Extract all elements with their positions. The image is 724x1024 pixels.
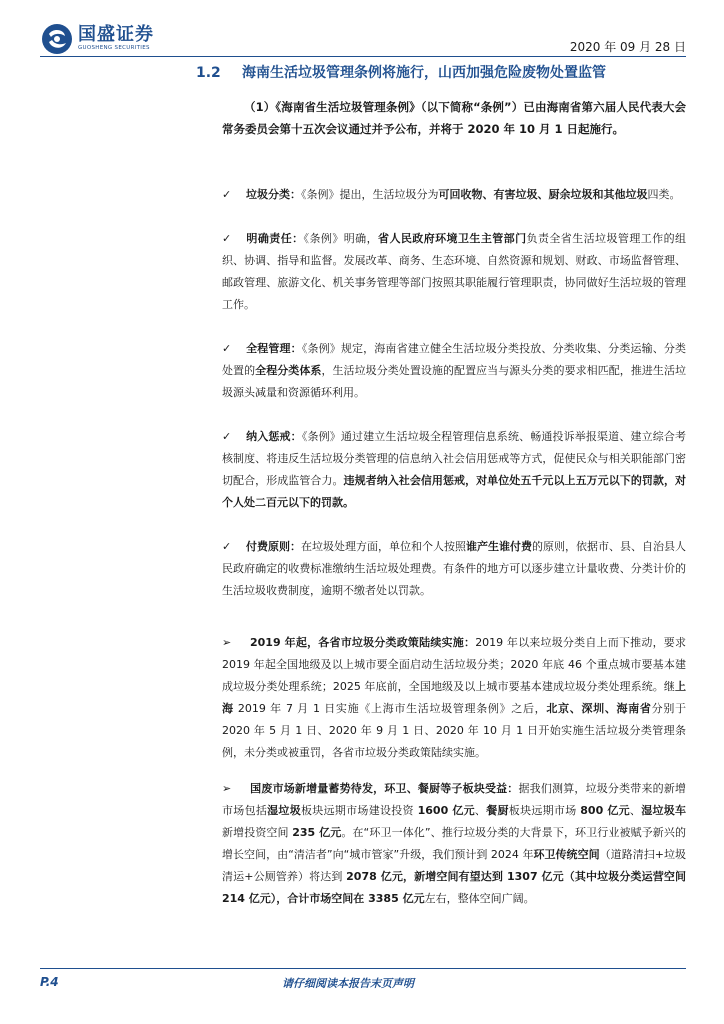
bullet-emphasis: 餐厨 xyxy=(486,804,509,817)
bullet-text: 板块远期市场 xyxy=(508,804,581,817)
checkmark-icon: ✓ xyxy=(222,540,232,553)
footer-disclaimer: 请仔细阅读本报告末页声明 xyxy=(282,977,414,990)
logo-chinese-name: 国盛证券 xyxy=(78,24,154,46)
bullet-text: （道路清扫+垃圾清运+公厕管养）将达到 xyxy=(222,848,687,883)
bullet-text: 。在“环卫一体化”、推行垃圾分类的大背景下，环卫行业被赋予新兴的增长空间，由“清洁者”向“城市管家”升级，我们预计到 2024 年 xyxy=(222,826,686,861)
item-text: ，生活垃圾分类处置设施的配置应当与源头分类的要求相匹配，推进生活垃圾源头减量和资源循环利用。 xyxy=(222,364,687,399)
section-title: 海南生活垃圾管理条例将施行，山西加强危险废物处置监管 xyxy=(242,65,606,81)
item-credit-penalty xyxy=(222,426,686,514)
item-emphasis: 违规者纳入社会信用惩戒，对单位处五千元以上五万元以下的罚款，对个人处二百元以下的罚款。 xyxy=(222,474,687,509)
bullet-label: 2019 年起，各省市垃圾分类政策陆续实施： xyxy=(250,636,476,649)
bullet-market-outlook xyxy=(222,778,686,910)
checkmark-icon: ✓ xyxy=(222,232,232,245)
item-payment-principle xyxy=(222,536,686,602)
item-clear-responsibility xyxy=(222,228,686,316)
bullet-text: 左右，整体空间广阔。 xyxy=(424,892,535,905)
item-label: 纳入惩戒： xyxy=(246,430,302,443)
section-heading xyxy=(196,62,606,82)
item-emphasis: 可回收物、有害垃圾、厨余垃圾和其他垃圾 xyxy=(438,188,648,201)
bullet-emphasis: 235 亿元 xyxy=(292,826,342,839)
bullet-emphasis: 1600 亿元 xyxy=(417,804,475,817)
header-divider xyxy=(40,56,686,57)
item-text: 的原则，依据市、县、自治县人民政府确定的收费标准缴纳生活垃圾处理费。有条件的地方可以逐步建立计量收费、分类计价的生活垃圾收费制度，逾期不缴者处以罚款。 xyxy=(222,540,686,597)
bullet-text: 、 xyxy=(474,804,487,817)
section-number: 1.2 xyxy=(196,65,221,81)
bullet-label: 国废市场新增量蓄势待发，环卫、餐厨等子板块受益： xyxy=(250,782,519,795)
footer-divider xyxy=(40,968,686,969)
item-text: 四类。 xyxy=(647,188,681,201)
report-body xyxy=(222,96,686,910)
page-number: P.4 xyxy=(40,975,59,989)
item-text: 《条例》通过建立生活垃圾全程管理信息系统、畅通投诉举报渠道、建立综合考核制度、将违反生活垃圾分类管理的信息纳入社会信用惩戒等方式，促使民众与相关职能部门密切配合，形成监管合力。 xyxy=(222,430,687,487)
bullet-emphasis: 2078 亿元，新增空间有望达到 1307 亿元（其中垃圾分类运营空间 214 亿元），合计市场空间在 3385 亿元 xyxy=(222,870,686,905)
item-emphasis: 谁产生谁付费 xyxy=(466,540,532,553)
intro-paragraph: （1）《海南省生活垃圾管理条例》（以下简称“条例”）已由海南省第六届人民代表大会常务委员会第十五次会议通过并予公布，并将于 2020 年 10 月 1 日起施行。 xyxy=(222,100,686,136)
bullet-emphasis: 湿垃圾车 xyxy=(641,804,687,817)
item-label: 垃圾分类： xyxy=(246,188,301,201)
item-full-process-management xyxy=(222,338,686,404)
item-text: 负责全省生活垃圾管理工作的组织、协调、指导和监督。发展改革、商务、生态环境、自然资源和规划、财政、市场监督管理、邮政管理、旅游文化、机关事务管理等部门按照其职能履行管理职责，协同做好生活垃圾的管理工作。 xyxy=(222,232,687,311)
bullet-text: 、 xyxy=(629,804,642,817)
bullet-text: 2019 年 7 月 1 日实施《上海市生活垃圾管理条例》之后， xyxy=(233,702,547,715)
bullet-text: 板块远期市场建设投资 xyxy=(301,804,418,817)
bullet-emphasis: 湿垃圾 xyxy=(267,804,301,817)
arrow-bullet-icon: ➢ xyxy=(222,782,232,795)
item-label: 全程管理： xyxy=(246,342,302,355)
item-text: 《条例》提出，生活垃圾分为 xyxy=(301,188,439,201)
bullet-emphasis: 800 亿元 xyxy=(580,804,630,817)
report-header xyxy=(40,18,686,58)
checkmark-icon: ✓ xyxy=(222,342,232,355)
bullet-policy-rollout xyxy=(222,632,686,764)
bullet-text: 分别于 2020 年 5 月 1 日、2020 年 9 月 1 日、2020 年 10 月 1 日开始实施生活垃圾分类管理条例，未分类或被重罚，各省市垃圾分类政策陆续实施。 xyxy=(222,702,687,759)
checkmark-icon: ✓ xyxy=(222,430,232,443)
item-garbage-classification xyxy=(222,184,686,206)
item-emphasis: 全程分类体系 xyxy=(255,364,322,377)
item-emphasis: 省人民政府环境卫生主管部门 xyxy=(378,232,527,245)
company-logo xyxy=(40,22,154,56)
bullet-text: 新增投资空间 xyxy=(222,826,293,839)
logo-emblem-icon xyxy=(40,22,74,56)
checkmark-icon: ✓ xyxy=(222,188,232,201)
bullet-emphasis: 环卫传统空间 xyxy=(533,848,600,861)
item-text: 在垃圾处理方面，单位和个人按照 xyxy=(301,540,466,553)
bullet-emphasis: 上海 xyxy=(222,680,686,715)
bullet-text: 据我们测算，垃圾分类带来的新增市场包括 xyxy=(222,782,687,817)
bullet-emphasis: 北京、深圳、海南省 xyxy=(546,702,652,715)
logo-english-name: GUOSHENG SECURITIES xyxy=(78,45,150,52)
bullet-text: 2019 年以来垃圾分类自上而下推动，要求 2019 年起全国地级及以上城市要全面启动生活垃圾分类；2020 年底 46 个重点城市要基本建成垃圾分类处理系统；2025 年底前，全国地级及以上城市要基本建成垃圾分类处理系统。继 xyxy=(222,636,686,693)
report-date: 2020 年 09 月 28 日 xyxy=(569,40,686,54)
arrow-bullet-icon: ➢ xyxy=(222,636,232,649)
item-label: 付费原则： xyxy=(246,540,301,553)
item-text: 《条例》明确， xyxy=(303,232,379,245)
item-text: 《条例》规定，海南省建立健全生活垃圾分类投放、分类收集、分类运输、分类处置的 xyxy=(222,342,687,377)
item-label: 明确责任： xyxy=(246,232,304,245)
